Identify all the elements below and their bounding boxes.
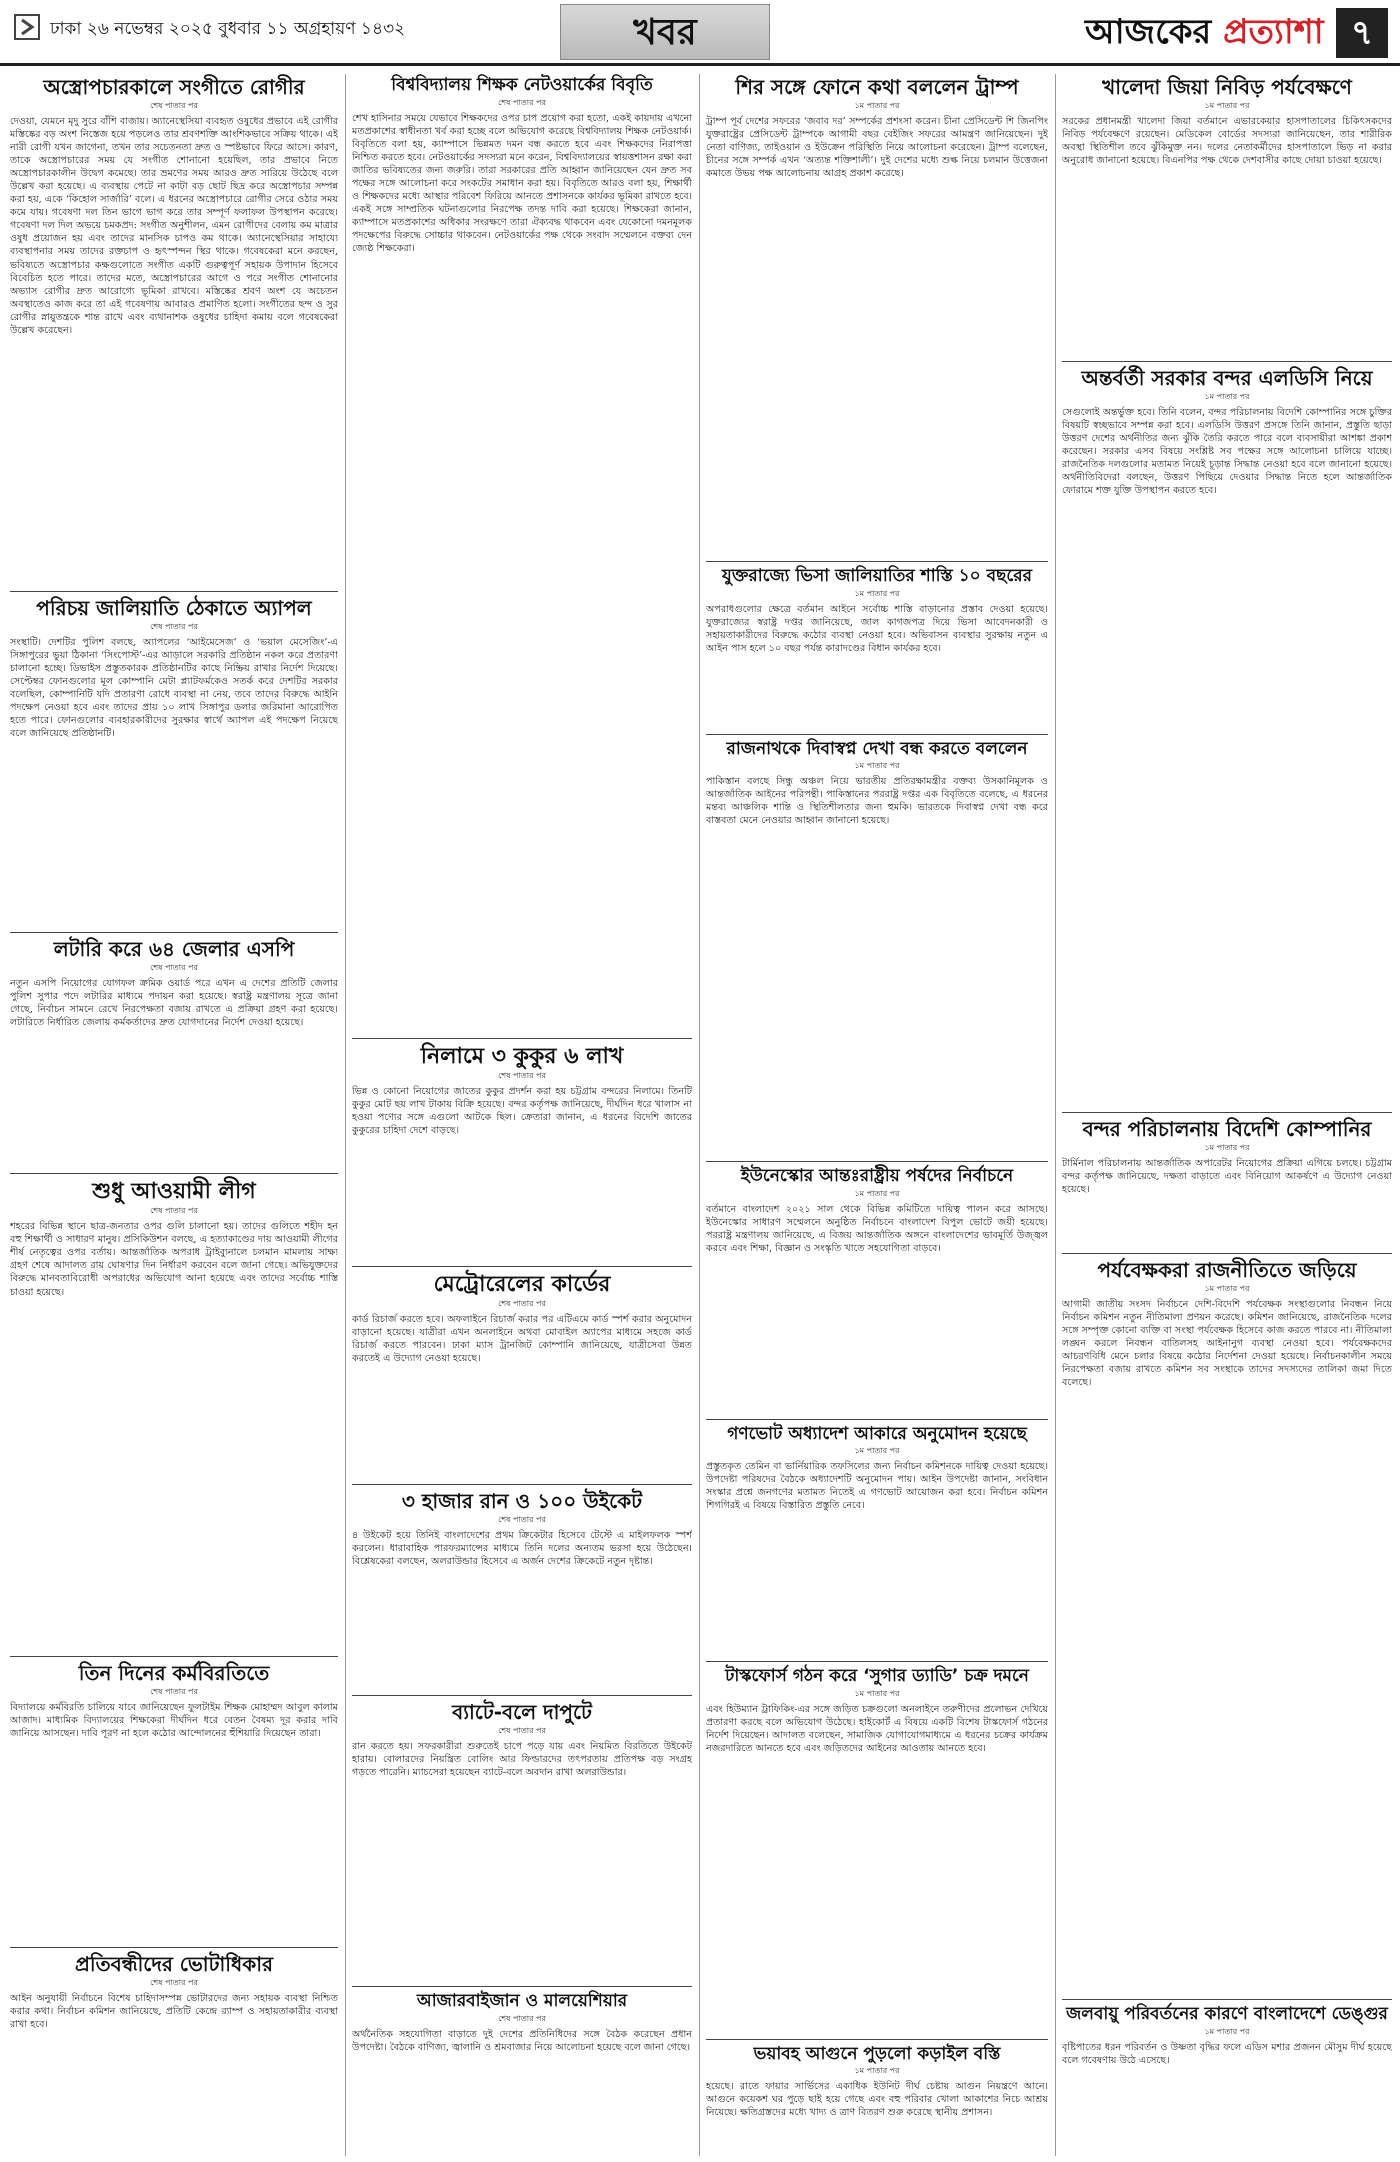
article-byline: শেষ পাতার পর — [498, 1515, 546, 1525]
article-uk-visa[interactable] — [706, 567, 1048, 728]
divider — [1062, 1112, 1392, 1113]
divider — [1062, 1999, 1392, 2000]
article-byline: শেষ পাতার পর — [498, 1299, 546, 1309]
article-referendum[interactable] — [706, 1425, 1048, 1656]
divider — [706, 1661, 1048, 1662]
column-3 — [706, 74, 1048, 2156]
divider — [706, 1419, 1048, 1420]
logo-accent-text: প্রত্যাশা — [1223, 12, 1324, 52]
article-byline: শেষ পাতার পর — [150, 101, 198, 110]
divider — [706, 561, 1048, 562]
article-byline: ১ম পাতার পর — [854, 588, 900, 598]
column-1 — [10, 74, 338, 2156]
article-music-surgery[interactable] — [10, 76, 338, 585]
article-body: বৃষ্টিপাতের ধরন পরিবর্তন ও উষ্ণতা বৃদ্ধির ফলে এডিস মশার প্রজনন মৌসুম দীর্ঘ হয়েছে বলে গবেষণায় উঠে এসেছে। — [1062, 2041, 1392, 2066]
article-headline: পর্যবেক্ষকরা রাজনীতিতে জড়িয়ে — [1097, 1258, 1357, 1282]
article-headline: শির সঙ্গে ফোনে কথা বললেন ট্রাম্প — [735, 75, 1019, 99]
article-headline: লটারি করে ৬৪ জেলার এসপি — [53, 937, 295, 961]
column-rule — [345, 74, 346, 2156]
article-headline: মেট্রোরেলের কার্ডের — [433, 1271, 611, 1297]
article-body: রান করতে হয়। সফরকারীরা শুরুতেই চাপে পড়ে যায় এবং নিয়মিত বিরতিতে উইকেট হারায়। বোলারদের নিয়ন্ত্রিত বোলিং আর ফিল্ডারদের তৎপরতায় প্রতিপক্ষ বড় সংগ্রহ গড়তে পারেনি। ম্যাচসেরা হয়েছেন ব্যাটে-বলে অবদান রাখা অলরাউন্ডার। — [352, 1741, 692, 1779]
article-body: টার্মিনাল পরিচালনায় আন্তর্জাতিক অপারেটর নিয়োগের প্রক্রিয়া এগিয়ে চলছে। চট্টগ্রাম বন্দর কর্তৃপক্ষ জানিয়েছে, দক্ষতা বাড়াতে এবং বিনিয়োগ আকর্ষণে এ উদ্যোগ নেওয়া হয়েছে। — [1062, 1158, 1392, 1196]
column-2 — [352, 74, 692, 2156]
article-body: অর্থনৈতিক সহযোগিতা বাড়াতে দুই দেশের প্রতিনিধিদের সঙ্গে বৈঠক করেছেন প্রধান উপদেষ্টা। বৈঠকে বাণিজ্য, জ্বালানি ও শ্রমবাজার নিয়ে আলোচনা হয়েছে বলে জানা গেছে। — [352, 2028, 692, 2053]
page-arrow-icon — [14, 14, 40, 40]
article-body: নতুন এসপি নিয়োগের যোগফল ক্রমিক ওয়ার্ড পরে এখন এ দেশের প্রতিটি জেলার পুলিশ সুপার পদে লটারির মাধ্যমে পদায়ন করা হয়েছে। স্বরাষ্ট্র মন্ত্রণালয় সূত্রে জানা গেছে, নির্বাচন সামনে রেখে নিরপেক্ষতা বজায় রাখতে এ প্রক্রিয়া গ্রহণ করা হয়েছে। লটারিতে নির্ধারিত জেলায় কর্মকর্তাদের দ্রুত যোগদানের নির্দেশ দেওয়া হয়েছে। — [10, 978, 338, 1029]
article-body: কার্ড রিচার্জ করতে হবে। অফলাইনে রিচার্জ করার পর এটিএমে কার্ড স্পর্শ করার অনুমোদন বাড়ানো হয়েছে। যাত্রীরা এখন অনলাইনে অথবা মোবাইল অ্যাপের মাধ্যমে সহজে কার্ড রিচার্জ করতে পারবেন। ঢাকা ম্যাস ট্রানজিট কোম্পানি জানিয়েছে, যাত্রীসেবা উন্নত করতেই এ উদ্যোগ নেওয়া হয়েছে। — [352, 1314, 692, 1365]
article-headline: আজারবাইজান ও মালয়েশিয়ার — [416, 1991, 628, 2012]
article-taskforce[interactable] — [706, 1667, 1048, 2033]
article-headline: ইউনেস্কোর আন্তঃরাষ্ট্রীয় পর্ষদের নির্বাচনে — [740, 1166, 1014, 1187]
article-body: বিদ্যালয়ে কর্মবিরতি চালিয়ে যাবে জানিয়েছেন ফুলটাইম শিক্ষক মোহাম্মদ আবুল কালাম আজাদ। মাধ্যমিক বিদ্যালয়ের শিক্ষকেরা দীর্ঘদিন ধরে বেতন বৈষম্য দূর করার দাবি জানিয়ে আসছেন। দাবি পূরণ না হলে কঠোর আন্দোলনের হুঁশিয়ারি দিয়েছেন তারা। — [10, 1702, 338, 1740]
article-byline: ১ম পাতার পর — [854, 2066, 900, 2076]
column-4 — [1062, 74, 1392, 2156]
article-metro-card[interactable] — [352, 1272, 692, 1478]
article-headline: বন্দর পরিচালনায় বিদেশি কোম্পানির — [1082, 1117, 1372, 1141]
article-khaleda-zia[interactable] — [1062, 76, 1392, 355]
article-lottery-sp[interactable] — [10, 938, 338, 1167]
article-observers-politics[interactable] — [1062, 1259, 1392, 1993]
article-body: আগামী জাতীয় সংসদ নির্বাচনে দেশি-বিদেশি পর্যবেক্ষক সংস্থাগুলোর নিবন্ধন নিয়ে নির্বাচন কমিশন নতুন নীতিমালা প্রণয়ন করেছে। কমিশন জানিয়েছে, রাজনৈতিক দলের সঙ্গে সম্পৃক্ত কোনো ব্যক্তি বা সংস্থা পর্যবেক্ষক হিসেবে কাজ করতে পারবে না। নীতিমালা লঙ্ঘন করলে নিবন্ধন বাতিলসহ আইনানুগ ব্যবস্থা নেওয়া হবে। পর্যবেক্ষকদের আচরণবিধি মেনে চলার বিষয়ে কঠোর নির্দেশনা দেওয়া হয়েছে। নির্বাচনকালীন সময়ে নিরপেক্ষতা বজায় রাখতে কমিশন সব সংস্থাকে তাদের সদস্যদের তালিকা জমা দিতে বলেছে। — [1062, 1299, 1392, 1389]
article-byline: ১ম পাতার পর — [1204, 101, 1250, 110]
article-body: সংস্থাটি। দেশটির পুলিশ বলছে, অ্যাপলের ‘আইমেসেজ’ ও ‘ভয়াল মেসেজিং’-এ সিঙ্গাপুরের ভুয়া ঠিকানা ‘সিংপোস্ট’-এর আড়ালে সরকারি প্রতিষ্ঠান নকল করে প্রতারণা চালানো হচ্ছে। ডিভাইস প্রস্তুতকারক প্রতিষ্ঠানটির কাছে নিষ্ক্রিয় রাখার নির্দেশ দিয়েছে। সেপ্টেম্বর ফোনগুলোর মূল কোম্পানি মেটা প্ল্যাটফর্মকেও সতর্ক করে দেশটির সরকার বলেছিল, কোম্পানিটি যদি প্রতারণা রোধে ব্যবস্থা না নেয়, তবে তাদের বিরুদ্ধে আইনি পদক্ষেপ নেওয়া হবে এবং তাদের প্রায় ১০ লাখ সিঙ্গাপুর ডলার জরিমানা আরোপিত হতে পারে। ফোনগুলোর ব্যবহারকারীদের সুরক্ষার স্বার্থে অ্যাপল এই পদক্ষেপ নিয়েছে বলে জানিয়েছে প্রতিষ্ঠানটি। — [10, 637, 338, 740]
article-byline: ১ম পাতার পর — [1204, 2026, 1250, 2036]
article-body: বর্তমানে বাংলাদেশ ২০২১ সাল থেকে বিভিন্ন কমিটিতে দায়িত্ব পালন করে আসছে। ইউনেস্কোর সাধারণ সম্মেলনে অনুষ্ঠিত নির্বাচনে বাংলাদেশ বিপুল ভোটে জয়ী হয়েছে। পররাষ্ট্র মন্ত্রণালয় জানিয়েছে, এ বিজয় আন্তর্জাতিক অঙ্গনে বাংলাদেশের ভাবমূর্তি উজ্জ্বল করবে এবং শিক্ষা, বিজ্ঞান ও সংস্কৃতি খাতে সহযোগিতা বাড়বে। — [706, 1203, 1048, 1254]
divider — [706, 1161, 1048, 1162]
divider — [352, 1266, 692, 1267]
article-university-network[interactable] — [352, 76, 692, 1032]
article-3000-runs[interactable] — [352, 1490, 692, 1689]
newspaper-logo — [1085, 6, 1324, 63]
article-body: ট্রাম্প পূর্ব দেশের সফরের ‘জবাব দর’ সম্পর্কের প্রশংসা করেন। চীনা প্রেসিডেন্ট শি জিনপিং যুক্তরাষ্ট্রের প্রেসিডেন্ট ট্রাম্পকে আগামী বছর বেইজিং সফরের আমন্ত্রণ জানিয়েছেন। দুই নেতা বাণিজ্য, তাইওয়ান ও ইউক্রেন পরিস্থিতি নিয়ে আলোচনা করেছেন। ট্রাম্প বলেছেন, চীনের সঙ্গে সম্পর্ক এখন ‘অত্যন্ত শক্তিশালী’। দুই দেশের মধ্যে শুল্ক নিয়ে চলমান উত্তেজনা কমাতে উভয় পক্ষ আলোচনায় আগ্রহ প্রকাশ করেছে। — [706, 116, 1048, 180]
article-headline: বিশ্ববিদ্যালয় শিক্ষক নেটওয়ার্কের বিবৃতি — [391, 75, 653, 95]
article-headline: যুক্তরাজ্যে ভিসা জালিয়াতির শাস্তি ১০ বছরের — [722, 566, 1032, 586]
article-work-stoppage[interactable] — [10, 1662, 338, 1941]
article-byline: শেষ পাতার পর — [150, 622, 198, 631]
article-byline: ১ম পাতার পর — [1204, 1143, 1250, 1152]
article-byline: ১ম পাতার পর — [854, 1188, 900, 1198]
divider — [10, 1173, 338, 1174]
article-byline: শেষ পাতার পর — [498, 97, 546, 107]
article-unesco[interactable] — [706, 1167, 1048, 1413]
article-body: শেখ হাসিনার সময়ে যেভাবে শিক্ষকদের ওপর চাপ প্রয়োগ করা হতো, একই কায়দায় এখনো মতপ্রকাশের স্বাধীনতা খর্ব করা হচ্ছে বলে অভিযোগ করেছে বিশ্ববিদ্যালয় শিক্ষক নেটওয়ার্ক। বিবৃতিতে বলা হয়, ক্যাম্পাসে ভিন্নমত দমন বন্ধ করতে হবে এবং শিক্ষকদের নিরাপত্তা নিশ্চিত করতে হবে। নেটওয়ার্কের সদস্যরা মনে করেন, বিশ্ববিদ্যালয়ের স্বায়ত্তশাসন রক্ষা করা জাতির ভবিষ্যতের জন্য জরুরি। তারা সরকারের প্রতি আহ্বান জানিয়েছেন যেন দ্রুত সব পক্ষের সঙ্গে আলোচনা করে সংকটের সমাধান করা হয়। বিবৃতিতে আরও বলা হয়, শিক্ষার্থী ও শিক্ষকদের মধ্যে আস্থার পরিবেশ ফিরিয়ে আনতে প্রশাসনকে কার্যকর ভূমিকা রাখতে হবে। একই সঙ্গে সাম্প্রতিক ঘটনাগুলোর নিরপেক্ষ তদন্ত দাবি করা হয়েছে। শিক্ষকেরা জানান, ক্যাম্পাসে মতপ্রকাশের অধিকার সংরক্ষণে তারা ঐক্যবদ্ধ থাকবেন এবং যেকোনো দমনমূলক পদক্ষেপের বিরুদ্ধে সোচ্চার থাকবেন। নেটওয়ার্কের পক্ষ থেকে সংবাদ সম্মেলনে বক্তব্য দেন জ্যেষ্ঠ শিক্ষকেরা। — [352, 112, 692, 255]
divider — [352, 1695, 692, 1696]
article-headline: নিলামে ৩ কুকুর ৬ লাখ — [420, 1043, 624, 1069]
article-headline: প্রতিবন্ধীদের ভোটাধিকার — [74, 1952, 274, 1977]
article-headline: টাস্কফোর্স গঠন করে ‘সুগার ড্যাডি’ চক্র দমনে — [725, 1666, 1029, 1687]
section-title: খবর — [560, 4, 770, 60]
article-body: আইন অনুযায়ী নির্বাচনে বিশেষ চাহিদাসম্পন্ন ভোটারদের জন্য সহায়ক ব্যবস্থা নিশ্চিত করার কথা। নির্বাচন কমিশন জানিয়েছে, প্রতিটি কেন্দ্রে র‍্যাম্প ও সহায়তাকারীর ব্যবস্থা রাখা হবে। — [10, 1993, 338, 2031]
article-byline: শেষ পাতার পর — [498, 1070, 546, 1080]
article-rajnath[interactable] — [706, 740, 1048, 1156]
article-body: শহরের বিভিন্ন স্থানে ছাত্র-জনতার ওপর গুলি চালানো হয়। তাদের গুলিতে শহীদ হন বহু শিক্ষার্থী ও সাধারণ মানুষ। প্রসিকিউশন বলছে, এ হত্যাকাণ্ডের দায় আওয়ামী লীগের শীর্ষ নেতৃত্বের ওপর বর্তায়। আন্তর্জাতিক অপরাধ ট্রাইব্যুনালে চলমান মামলায় সাক্ষ্য গ্রহণ শেষে আদালত রায় ঘোষণার দিন নির্ধারণ করবেন বলে জানা গেছে। অভিযুক্তদের বিরুদ্ধে মানবতাবিরোধী অপরাধের অভিযোগ আনা হয়েছে এবং তাদের সর্বোচ্চ শাস্তি চাওয়া হয়েছে। — [10, 1221, 338, 1298]
article-dog-auction[interactable] — [352, 1044, 692, 1260]
article-byline: শেষ পাতার পর — [150, 1978, 198, 1988]
article-body: পাকিস্তান বলছে সিন্ধু অঞ্চল নিয়ে ভারতীয় প্রতিরক্ষামন্ত্রীর বক্তব্য উসকানিমূলক ও আন্তর্জাতিক আইনের পরিপন্থী। পাকিস্তানের পররাষ্ট্র দপ্তর এক বিবৃতিতে বলেছে, এ ধরনের মন্তব্য আঞ্চলিক শান্তি ও স্থিতিশীলতার জন্য হুমকি। ভারতকে দিবাস্বপ্ন দেখা বন্ধ করে বাস্তবতা মেনে নেওয়ার আহ্বান জানানো হয়েছে। — [706, 776, 1048, 827]
divider — [352, 1038, 692, 1039]
divider — [10, 591, 338, 592]
article-body: প্রস্তুতকৃত তেমিন বা ভার্নিয়ারিক তফসিলের জন্য নির্বাচন কমিশনকে দায়িত্ব দেওয়া হয়েছে। উপদেষ্টা পরিষদের বৈঠকে অধ্যাদেশটি অনুমোদন পায়। আইন উপদেষ্টা জানান, সংবিধান সংস্কার প্রশ্নে জনগণের মতামত নিতেই এ গণভোট আয়োজন করা হবে। নির্বাচন কমিশন শিগগিরই এ বিষয়ে বিস্তারিত প্রস্তুতি নেবে। — [706, 1461, 1048, 1512]
article-foreign-port-operator[interactable] — [1062, 1118, 1392, 1247]
article-headline: ৩ হাজার রান ও ১০০ উইকেট — [401, 1489, 643, 1514]
article-body: হয়েছে। রাতে ফায়ার সার্ভিসের একাধিক ইউনিট দীর্ঘ চেষ্টায় আগুন নিয়ন্ত্রণে আনে। আগুনে কয়েকশ ঘর পুড়ে ছাই হয়ে গেছে এবং বহু পরিবার খোলা আকাশের নিচে আশ্রয় নিয়েছে। ক্ষতিগ্রস্তদের মধ্যে খাদ্য ও ত্রাণ বিতরণ শুরু করেছে স্থানীয় প্রশাসন। — [706, 2081, 1048, 2119]
article-byline: ১ম পাতার পর — [854, 101, 900, 110]
article-headline: অস্ত্রোপচারকালে সংগীতে রোগীর — [43, 75, 305, 99]
article-body: ৪ উইকেট হয়ে তিনিই বাংলাদেশের প্রথম ক্রিকেটার হিসেবে টেস্টে এ মাইলফলক স্পর্শ করলেন। ধারাবাহিক পারফরম্যান্সের মাধ্যমে তিনি দলের অন্যতম ভরসা হয়ে উঠেছেন। বিশ্লেষকেরা বলছেন, অলরাউন্ডার হিসেবে এ অর্জন দেশের ক্রিকেটে নতুন দৃষ্টান্ত। — [352, 1530, 692, 1568]
article-body: সেগুলোই অন্তর্ভুক্ত হবে। তিনি বলেন, বন্দর পরিচালনায় বিদেশি কোম্পানির সঙ্গে চুক্তির বিষয়টি স্বচ্ছভাবে সম্পন্ন করা হবে। এলডিসি উত্তরণ প্রসঙ্গে তিনি জানান, প্রস্তুতি ছাড়া উত্তরণ দেশের অর্থনীতির জন্য ঝুঁকি তৈরি করতে পারে বলে ব্যবসায়ীরা আশঙ্কা প্রকাশ করেছেন। সরকার এসব বিষয়ে সংশ্লিষ্ট সব পক্ষের সঙ্গে আলোচনা চালিয়ে যাচ্ছে। রাজনৈতিক দলগুলোর মতামত নিয়েই চূড়ান্ত সিদ্ধান্ত নেওয়া হবে বলে জানানো হয়েছে। অর্থনীতিবিদেরা বলছেন, উত্তরণ পিছিয়ে দেওয়ার সিদ্ধান্ত নিতে হলে আন্তর্জাতিক ফোরামে শক্ত যুক্তি উপস্থাপন করতে হবে। — [1062, 407, 1392, 497]
divider — [1062, 361, 1392, 362]
article-body: ভিন্ন ও কোনো নিয়োগের জাতের কুকুর প্রদর্শন করা হয় চট্টগ্রাম বন্দরের নিলামে। তিনটি কুকুর মোট ছয় লাখ টাকায় বিক্রি হয়েছে। বন্দর কর্তৃপক্ষ জানিয়েছে, দীর্ঘদিন ধরে খালাস না হওয়া পণ্যের সঙ্গে এগুলো আটকে ছিল। ক্রেতারা জানান, এ ধরনের বিদেশি জাতের কুকুরের চাহিদা দেশে বাড়ছে। — [352, 1085, 692, 1136]
article-interim-govt-port[interactable] — [1062, 367, 1392, 1106]
page-number: ৭ — [1336, 8, 1388, 58]
divider — [10, 1947, 338, 1948]
divider — [1062, 1253, 1392, 1254]
dateline: ঢাকা ২৬ নভেম্বর ২০২৫ বুধবার ১১ অগ্রহায়ণ ১৪৩২ — [50, 19, 406, 39]
article-headline: ভয়াবহ আগুনে পুড়লো কড়াইল বস্তি — [753, 2043, 1001, 2064]
article-byline: ১ম পাতার পর — [1204, 392, 1250, 401]
article-headline: জলবায়ু পরিবর্তনের কারণে বাংলাদেশে ডেঙ্গুর — [1066, 2004, 1388, 2024]
column-rule — [699, 74, 700, 2156]
divider — [352, 1484, 692, 1485]
article-byline: ১ম পাতার পর — [854, 1688, 900, 1698]
article-trump-xi[interactable] — [706, 76, 1048, 555]
article-byline: ১ম পাতার পর — [854, 761, 900, 771]
article-headline: অন্তর্বর্তী সরকার বন্দর এলডিসি নিয়ে — [1081, 366, 1373, 390]
logo-main-text: আজকের — [1085, 12, 1224, 52]
article-headline: গণভোট অধ্যাদেশ আকারে অনুমোদন হয়েছে — [727, 1423, 1027, 1444]
article-awami-league[interactable] — [10, 1179, 338, 1650]
article-headline: রাজনাথকে দিবাস্বপ্ন দেখা বন্ধ করতে বললেন — [726, 738, 1028, 759]
article-headline: খালেদা জিয়া নিবিড় পর্যবেক্ষণে — [1102, 75, 1352, 99]
article-body: অপরাধগুলোর ক্ষেত্রে বর্তমান আইনে সর্বোচ্চ শাস্তি বাড়ানোর প্রস্তাব দেওয়া হয়েছে। যুক্তরাজ্যের স্বরাষ্ট্র দপ্তর জানিয়েছে, জাল কাগজপত্র দিয়ে ভিসা আবেদনকারী ও সহায়তাকারীদের বিরুদ্ধে কঠোর ব্যবস্থা নেওয়া হবে। অভিবাসন ব্যবস্থার সুরক্ষায় নতুন এ আইন পাস হলে ১০ বছর পর্যন্ত কারাদণ্ডের বিধান কার্যকর হবে। — [706, 603, 1048, 654]
masthead — [0, 0, 1400, 66]
article-disability-voting[interactable] — [10, 1953, 338, 2156]
column-rule — [1055, 74, 1056, 2156]
divider — [352, 1986, 692, 1987]
divider — [10, 932, 338, 933]
article-byline: শেষ পাতার পর — [150, 1206, 198, 1216]
article-headline: পরিচয় জালিয়াতি ঠেকাতে অ্যাপল — [36, 596, 312, 620]
divider — [10, 1656, 338, 1657]
article-headline: শুধু আওয়ামী লীগ — [92, 1179, 256, 1204]
article-byline: শেষ পাতার পর — [150, 963, 198, 972]
article-body: দেওয়া, যেমনে মৃদু সুরে বাঁশি বাজায়। অ্যানেস্থেসিয়া ব্যবহৃত ওষুধের প্রভাবে এই রোগীর মস্তিষ্কের বড় অংশ নিস্তেজ হয়ে পড়লেও তার শ্রবণশক্তি আংশিকভাবে সক্রিয় থাকে। এই নারী রোগী যখন জাগেনা, তখন তার সচেতনতা দ্রুত ও স্পষ্টভাবে ফিরে আসে। কারণ, তাকে অস্ত্রোপচারের সময় যে সংগীত শোনানো হয়েছিল, তার প্রভাবে নিতে অস্ত্রোপচারকালীন উদ্বেগ কমেছে। তার ভ্রমণের সময় আরও দ্রুত সারিয়ে উঠেছে বলে উল্লেখ করা হয়েছে। এ ব্যবস্থায় পেটে না কাটা বড় ছোট ছিদ্র করে অস্ত্রোপচার সম্পন্ন করা হয়, একে ‘কিহোল সার্জারি’ বলে। এ ধরনের অস্ত্রোপচারে রোগীর সেরে ওঠার সময় কমে যায়। গবেষণা দল তিন ভাগে ভাগ করে তার সম্পূর্ণ ফলাফল উপস্থাপন করেছে। গবেষণা দল দিল অভয়ে চমকপ্রদ: সংগীত অনুশীলন, এমন রোগীদের বেলায় কম মাত্রার ওষুধ প্রয়োজন হয় এবং তাদের মানসিক চাপও কম থাকে। অ্যানেস্থেসিয়ার সাহায্যে ব্যবস্থাপনার সময় তাদের রক্তচাপ ও হৃৎস্পন্দন স্থির থাকে। গবেষকেরা মনে করছেন, ভবিষ্যতে অস্ত্রোপচার কক্ষগুলোতে সংগীত একটি গুরুত্বপূর্ণ সহায়ক উপাদান হিসেবে বিবেচিত হতে পারে। তাদের মতে, অস্ত্রোপচারের আগে ও পরে সংগীত শোনানোর অভ্যাস রোগীর দ্রুত আরোগ্যে ভূমিকা রাখবে। মস্তিষ্কের শ্রবণ অংশ যে অচেতন অবস্থাতেও কাজ করে তা এই গবেষণায় আবারও প্রমাণিত হলো। সংগীতের ছন্দ ও সুর রোগীর স্নায়ুতন্ত্রকে শান্ত রাখে এবং ব্যথানাশক ওষুধের চাহিদা কমায় বলে গবেষকেরা উল্লেখ করেছেন। — [10, 116, 338, 336]
article-byline: ১ম পাতার পর — [854, 1446, 900, 1456]
article-byline: শেষ পাতার পর — [498, 2013, 546, 2023]
article-headline: তিন দিনের কর্মবিরতিতে — [78, 1661, 270, 1686]
article-azerbaijan-malaysia[interactable] — [352, 1992, 692, 2156]
article-body: সরকের প্রধানমন্ত্রী খালেদা জিয়া বর্তমানে এভারকেয়ার হাসপাতালের চিকিৎসকদের নিবিড় পর্যবেক্ষণে রয়েছেন। মেডিকেল বোর্ডের সদস্যরা জানিয়েছেন, তার শারীরিক অবস্থা স্থিতিশীল তবে ঝুঁকিমুক্ত নন। দলের নেতাকর্মীদের হাসপাতালে ভিড় না করার অনুরোধ জানানো হয়েছে। বিএনপির পক্ষ থেকে দেশবাসীর কাছে দোয়া চাওয়া হয়েছে। — [1062, 116, 1392, 167]
article-byline: শেষ পাতার পর — [498, 1726, 546, 1736]
article-climate-dengue[interactable] — [1062, 2005, 1392, 2121]
article-korail-fire[interactable] — [706, 2045, 1048, 2156]
divider — [706, 2039, 1048, 2040]
article-bat-ball[interactable] — [352, 1701, 692, 1980]
article-byline: ১ম পাতার পর — [1204, 1284, 1250, 1293]
article-apple-fraud[interactable] — [10, 597, 338, 926]
article-body: এবং হিউম্যান ট্রাফিকিং-এর সঙ্গে জড়িত চক্রগুলো অনলাইনে তরুণীদের প্রলোভন দেখিয়ে প্রতারণা করছে বলে অভিযোগ উঠেছে। হাইকোর্ট এ বিষয়ে একটি বিশেষ টাস্কফোর্স গঠনের নির্দেশ দিয়েছেন। আদালত বলেছেন, সামাজিক যোগাযোগমাধ্যমে এ ধরনের চক্রের কার্যক্রম নজরদারিতে আনতে হবে এবং জড়িতদের আইনের আওতায় আনতে হবে। — [706, 1703, 1048, 1754]
article-headline: ব্যাটে-বলে দাপুটে — [452, 1700, 592, 1725]
divider — [706, 734, 1048, 735]
article-byline: শেষ পাতার পর — [150, 1687, 198, 1697]
